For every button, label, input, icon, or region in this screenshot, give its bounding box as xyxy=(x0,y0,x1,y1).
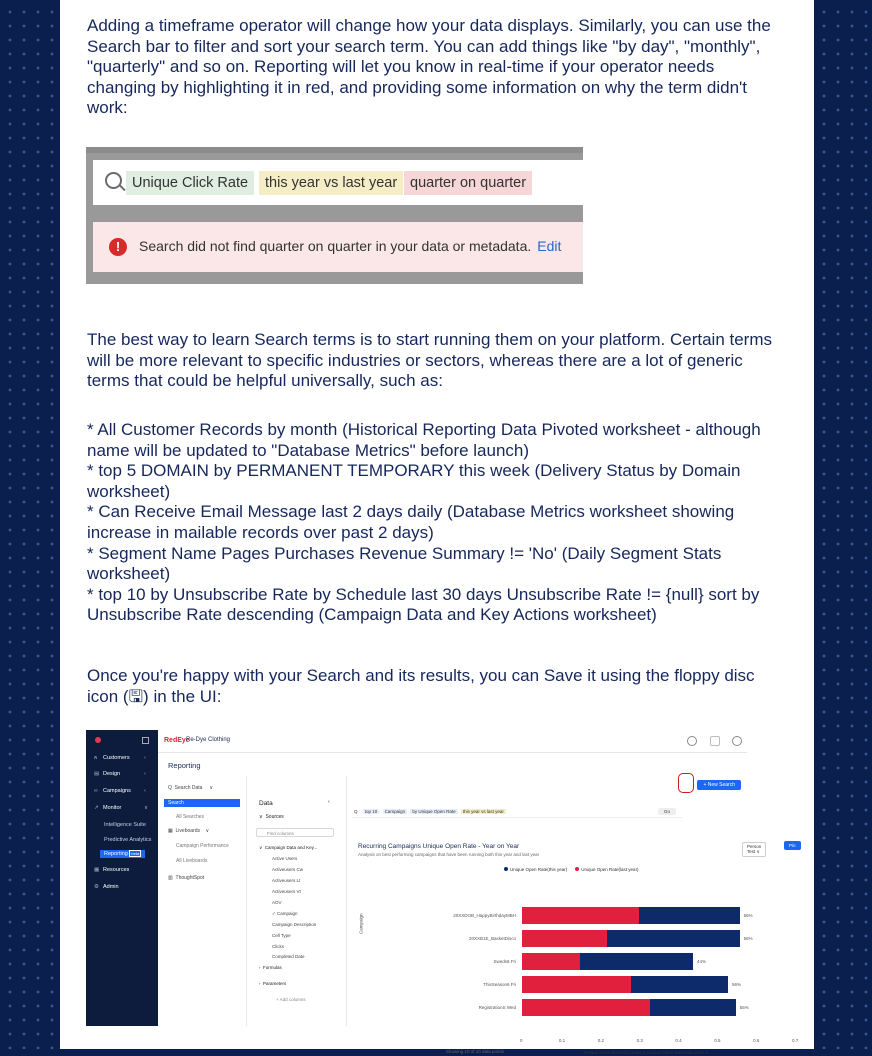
category-label: RegistrationS Wed xyxy=(478,1005,516,1010)
users-icon: ጸ xyxy=(94,755,98,761)
search-token[interactable]: this year vs last year xyxy=(462,809,504,814)
collapse-icon[interactable] xyxy=(142,737,149,744)
right-decorative-border xyxy=(814,0,872,1049)
search-token[interactable]: this year vs last year xyxy=(259,171,403,195)
legend-swatch-this-year xyxy=(504,867,508,871)
bar-segment[interactable] xyxy=(650,999,735,1016)
x-tick-label: 0.2 xyxy=(597,1038,604,1043)
search-data-item[interactable]: Q Search Data ∨ xyxy=(168,785,214,791)
bar-segment[interactable] xyxy=(522,976,631,993)
add-columns-button[interactable]: + Add columns xyxy=(276,997,306,1002)
list-item: * top 5 DOMAIN by PERMANENT TEMPORARY this week (Delivery Status by Domain worksheet) xyxy=(87,461,741,501)
image-top-strip xyxy=(86,147,583,153)
intro-paragraph: Adding a timeframe operator will change how your data displays. Similarly, you can use the Search bar to filter and sort your search term. You can add things like "by day", "monthly", "quarterly" and so on. Reporting will let you know in real-time if your operator needs changing by highlighting it in red, and providing some information on why the term didn't work: xyxy=(87,16,771,118)
x-axis-label[interactable]: Unique Open Rate(this year) & Unique Open Rate(last year) ∨ xyxy=(584,1050,709,1055)
collapse-panel-icon[interactable]: ‹ xyxy=(328,799,330,805)
error-message: Search did not find quarter on quarter in your data or metadata. xyxy=(139,238,532,254)
campaign-performance-item[interactable]: Campaign Performance xyxy=(176,843,229,849)
data-panel xyxy=(246,776,347,1026)
column-item[interactable]: AOV xyxy=(272,900,282,905)
error-icon: ! xyxy=(109,238,127,256)
list-item: * top 10 by Unsubscribe Rate by Schedule last 30 days Unsubscribe Rate != {null} sort by Unsubscribe Rate descending (Campaign Data and Key Actions worksheet) xyxy=(87,584,760,625)
chart-legend: Unique Open Rate(this year) Unique Open Rate(last year) xyxy=(496,867,639,872)
monitor-icon: ↗ xyxy=(94,805,99,811)
bar-total-label: 56% xyxy=(731,982,741,987)
example-list xyxy=(87,420,787,626)
liveboards-item[interactable]: ▦ Liveboards ∨ xyxy=(168,828,210,834)
bar-total-label: 55% xyxy=(739,1005,749,1010)
search-token[interactable]: top 10 xyxy=(364,809,378,814)
reporting-app-screenshot xyxy=(86,730,799,1055)
column-item-selected[interactable]: ✓ Campaign xyxy=(272,911,298,916)
category-label: 20XXDOB_HappyBirthdayMBH xyxy=(453,913,516,918)
list-item: * Can Receive Email Message last 2 days daily (Database Metrics worksheet showing increase in mailable records over past 2 days) xyxy=(87,502,735,542)
top-bar xyxy=(158,730,747,753)
column-item[interactable]: Active Users xyxy=(272,856,298,861)
new-search-button[interactable]: + New Search xyxy=(697,780,741,790)
nav-item-intelligence-suite[interactable]: Intelligence Suite xyxy=(104,822,146,828)
chart-title: Recurring Campaigns Unique Open Rate - Year on Year xyxy=(358,843,520,850)
persona-dropdown[interactable]: Person Test ∨ xyxy=(742,842,766,857)
search-token[interactable]: Unique Click Rate xyxy=(126,171,254,195)
nav-item-campaigns[interactable]: ∞ Campaigns ‹ xyxy=(94,788,146,794)
avatar[interactable] xyxy=(732,736,742,746)
learn-paragraph: The best way to learn Search terms is to start running them on your platform. Certain terms will be more relevant to specific industries or sectors, whereas there are a lot of generic terms that could be helpful universally, such as: xyxy=(87,330,773,391)
results-search-bar[interactable] xyxy=(352,807,682,818)
x-tick-label: 0.1 xyxy=(558,1038,566,1043)
x-tick-label: 0 xyxy=(520,1038,523,1043)
column-item[interactable]: Cell Type xyxy=(272,933,291,938)
list-item: * Segment Name Pages Purchases Revenue Summary != 'No' (Daily Segment Stats worksheet) xyxy=(87,543,722,584)
nav-item-admin[interactable]: ⚙ Admin xyxy=(94,884,119,890)
thoughtspot-item[interactable]: ▥ ThoughtSpot xyxy=(168,875,205,881)
parameters-header[interactable]: › Parameters xyxy=(259,981,287,986)
gear-icon: ⚙ xyxy=(94,884,99,890)
go-button[interactable]: Go xyxy=(658,808,676,815)
x-tick-label: 0.7 xyxy=(792,1038,799,1043)
column-item[interactable]: Completed Date xyxy=(272,954,305,959)
list-item: * All Customer Records by month (Historical Reporting Data Pivoted worksheet - although name will be updated to "Database Metrics" before launch) xyxy=(87,420,761,460)
left-decorative-border xyxy=(0,0,60,1049)
column-item[interactable]: Activeusers Vt xyxy=(272,889,301,894)
campaigns-icon: ∞ xyxy=(94,788,98,794)
search-bar[interactable] xyxy=(93,160,583,205)
search-icon: Q xyxy=(354,809,358,814)
column-item[interactable]: Activeusers Lt xyxy=(272,878,301,883)
x-tick-label: 0.4 xyxy=(675,1038,682,1043)
bar-segment[interactable] xyxy=(631,976,728,993)
nav-item-predictive-analytics[interactable]: Predictive Analytics xyxy=(104,837,152,843)
search-token[interactable]: by Unique Open Rate xyxy=(412,809,456,814)
nav-item-resources[interactable]: ▦ Resources xyxy=(94,867,130,873)
edit-link[interactable]: Edit xyxy=(537,238,562,254)
chart-icon: ▥ xyxy=(168,875,173,881)
x-tick-label: 0.6 xyxy=(753,1038,760,1043)
search-results-area xyxy=(346,776,799,1055)
data-points-count: Showing 10 of 10 data points xyxy=(446,1049,505,1054)
y-axis-label: Campaign xyxy=(358,913,364,935)
all-liveboards-item[interactable]: All Liveboards xyxy=(176,858,208,864)
bar-total-label: 44% xyxy=(696,959,706,964)
search-error-banner xyxy=(93,222,583,272)
bar-segment[interactable] xyxy=(522,953,580,970)
legend-swatch-last-year xyxy=(575,867,579,871)
x-tick-label: 0.3 xyxy=(636,1038,643,1043)
pin-button[interactable]: Pin xyxy=(784,841,801,850)
bar-segment[interactable] xyxy=(522,907,639,924)
column-item[interactable]: Campaign Description xyxy=(272,922,317,927)
data-panel-title: Data xyxy=(259,800,273,807)
bar-segment[interactable] xyxy=(580,953,693,970)
liveboards-icon: ▦ xyxy=(168,828,173,834)
design-icon: ▤ xyxy=(94,771,100,777)
help-icon[interactable] xyxy=(687,736,697,746)
category-label: ThisSeason6 Fri xyxy=(483,982,516,987)
nav-item-reporting[interactable]: Reporting beta xyxy=(100,850,145,858)
nav-item-customers[interactable]: ጸ Customers ‹ xyxy=(94,755,146,761)
chart-subtitle: Analysis on best performing campaigns that have been running both this year and last year xyxy=(358,852,540,857)
article-content xyxy=(60,0,814,1055)
nav-item-monitor[interactable]: ↗ Monitor ∨ xyxy=(94,805,149,811)
bell-icon[interactable] xyxy=(710,736,720,746)
all-searches-item[interactable]: All Searches xyxy=(176,814,205,820)
search-item[interactable]: Search xyxy=(164,799,240,807)
side-navigation xyxy=(86,730,158,1026)
x-tick-label: 0.5 xyxy=(714,1038,721,1043)
bar-total-label: 56% xyxy=(743,913,753,918)
brand-name: RedEye xyxy=(164,737,190,744)
search-icon xyxy=(105,172,122,189)
save-icon-highlight xyxy=(678,773,694,793)
search-token-error[interactable]: quarter on quarter xyxy=(404,171,532,195)
category-label: 20XXB1E_BasketDisco xyxy=(468,936,516,941)
bar-segment[interactable] xyxy=(607,930,739,947)
redeye-logo-icon xyxy=(95,737,101,743)
page-title: Reporting xyxy=(168,761,201,770)
bar-segment[interactable] xyxy=(522,930,607,947)
bar-total-label: 56% xyxy=(743,936,753,941)
search-token[interactable]: Campaign xyxy=(384,809,406,814)
formulas-header[interactable]: › Formulas xyxy=(259,965,282,970)
column-item[interactable]: Activeusers Cw xyxy=(272,867,304,872)
resources-icon: ▦ xyxy=(94,867,100,873)
find-columns-input[interactable]: Find columns xyxy=(256,828,334,837)
category-label: Sweds6 Fri xyxy=(493,959,516,964)
nav-item-design[interactable]: ▤ Design ‹ xyxy=(94,771,146,777)
sources-header[interactable]: ∨ Sources xyxy=(259,814,284,820)
reporting-left-panel xyxy=(158,776,247,1026)
beta-badge: beta xyxy=(131,851,140,856)
source-name[interactable]: ∨ Campaign Data and Key... xyxy=(259,845,318,850)
org-name: Re-Dye Clothing xyxy=(186,737,231,743)
bar-segment[interactable] xyxy=(522,999,650,1016)
search-error-example-image xyxy=(86,147,583,284)
column-item[interactable]: Clicks xyxy=(272,944,284,949)
save-paragraph: Once you're happy with your Search and its results, you can Save it using the floppy disc icon (🖫) in the UI: xyxy=(87,666,755,706)
bar-segment[interactable] xyxy=(639,907,740,924)
